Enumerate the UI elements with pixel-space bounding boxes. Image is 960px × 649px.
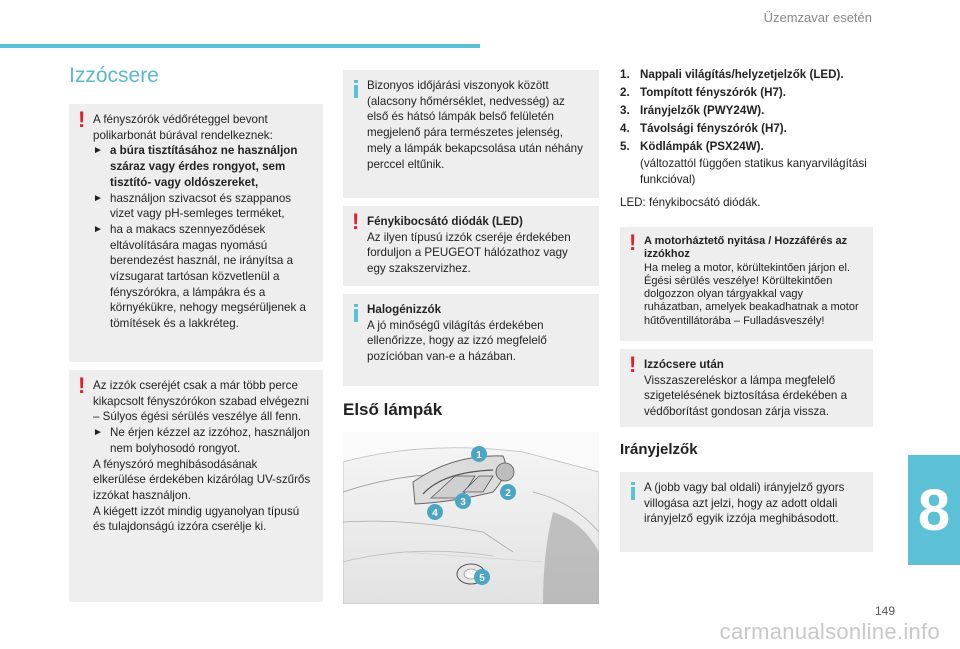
callout-5 — [474, 569, 490, 585]
callout-1 — [471, 446, 487, 462]
svg-text:4: 4 — [432, 508, 438, 519]
info-box-condensation — [343, 70, 599, 198]
list-item: 1. Nappali világítás/helyzetjelzők (LED). — [620, 68, 844, 81]
list-item: 5. Ködlámpák (PSX24W). — [620, 140, 764, 153]
warning-box-bonnet — [620, 227, 873, 341]
watermark: carmanualsonline.info — [719, 619, 940, 644]
bullet-item: ► ha a makacs szennyeződések eltávolítására magas nyomású berendezést használ, ne irányítsa a vízsugarat tartósan közvetlenül a fényszórókra, a lámpákra és a környékükre, nehogy megsérüljenek a tömítések és a lakkréteg. — [93, 222, 306, 331]
info-icon — [631, 482, 639, 499]
svg-text:1: 1 — [476, 450, 482, 461]
arrow-bullet-icon: ► — [93, 427, 103, 439]
callout-3 — [455, 493, 471, 509]
warning-box-led — [343, 206, 599, 286]
warning-box-bulb-handling — [69, 370, 323, 602]
svg-text:2: 2 — [505, 488, 511, 499]
info-box-halogen — [343, 294, 599, 386]
callout-4 — [427, 504, 443, 520]
bullet-item: ► használjon szivacsot és szappanos vizet vagy pH-semleges terméket, — [93, 191, 292, 221]
warning-icon: ! — [78, 373, 86, 398]
list-item: 2. Tompított fényszórók (H7). — [620, 86, 786, 99]
section-title-bulb-replacement: Izzócsere — [69, 64, 159, 87]
led-legend: LED: fénykibocsátó diódák. — [620, 196, 761, 209]
same-type-note: A kiégett izzót mindig ugyanolyan típusú és tulajdonságú izzóra cserélje ki. — [93, 504, 300, 534]
lamp-list — [620, 66, 880, 187]
section-title-turn-signals: Irányjelzők — [620, 441, 698, 458]
condensation-text: Bizonyos időjárási viszonyok között (alacsony hőmérséklet, nedvesség) az első és hátsó lámpák belső felületén megjelenő pára természetes jelenség, mely a lámpák bekapcsolása után néhány perccel eltűnik. — [367, 79, 583, 171]
chapter-tab: 8 — [908, 455, 960, 565]
svg-text:3: 3 — [460, 497, 466, 508]
info-icon — [354, 304, 362, 321]
arrow-bullet-icon: ► — [93, 223, 103, 235]
info-box-turn-signal — [620, 472, 873, 552]
arrow-bullet-icon: ► — [93, 145, 103, 157]
after-title: Izzócsere után — [644, 358, 724, 371]
warning-box-lens-care — [69, 104, 323, 362]
after-text: Visszaszereléskor a lámpa megfelelő szigetelésének biztosítása érdekében a védőborítást gondosan zárja vissza. — [644, 373, 848, 419]
lens-intro: A fényszórók védőréteggel bevont polikarbonát búrával rendelkeznek: — [93, 113, 273, 142]
svg-text:5: 5 — [479, 573, 485, 584]
front-lamps-illustration — [343, 432, 599, 604]
turn-signal-text: A (jobb vagy bal oldali) irányjelző gyors villogása azt jelzi, hogy az adott oldali irányjelző egyik izzója meghibásodott. — [644, 481, 845, 526]
halogen-text: A jó minőségű világítás érdekében ellenőrizze, hogy az izzó megfelelő pozícióban van-e a házában. — [367, 318, 547, 364]
chapter-title: Üzemzavar esetén — [763, 10, 872, 25]
bonnet-title: A motorháztető nyitása / Hozzáférés az izzókhoz — [644, 235, 848, 261]
section-title-front-lamps: Első lámpák — [343, 400, 443, 419]
arrow-bullet-icon: ► — [93, 192, 103, 204]
fog-lamp-subnote: (változattól függően statikus kanyarvilágítási funkcióval) — [640, 157, 867, 186]
warning-icon: ! — [78, 107, 86, 132]
warning-icon: ! — [352, 209, 360, 234]
bulb-off-warning: Az izzók cseréjét csak a már több perce kikapcsolt fényszórókon szabad elvégezni – Súlyos égési sérülés veszélye áll fenn. — [93, 379, 309, 424]
bullet-item: ► a búra tisztításához ne használjon száraz vagy érdes rongyot, sem tisztító- vagy oldószereket, — [93, 144, 298, 189]
callout-2 — [500, 484, 516, 500]
info-icon — [354, 80, 362, 97]
list-item: 4. Távolsági fényszórók (H7). — [620, 122, 787, 135]
list-item: 3. Irányjelzők (PWY24W). — [620, 104, 765, 117]
led-title: Fénykibocsátó diódák (LED) — [367, 215, 523, 228]
bullet-item: ► Ne érjen kézzel az izzóhoz, használjon nem bolyhosodó rongyot. — [93, 426, 310, 455]
warning-icon: ! — [629, 230, 637, 255]
led-text: Az ilyen típusú izzók cseréje érdekében forduljon a PEUGEOT hálózathoz vagy egy szakszervizhez. — [367, 230, 571, 276]
warning-icon: ! — [629, 352, 637, 377]
warning-box-after-replacement — [620, 349, 873, 427]
bonnet-text: Ha meleg a motor, körültekintően járjon el. Égési sérülés veszélye! Körültekintően dolgozzon olyan tárgyakkal vagy ruházatban, amelyek beakadhatnak a motor hűtőventillátorába – Fulladásveszély! — [644, 261, 859, 327]
halogen-title: Halogénizzók — [367, 303, 442, 316]
page-number: 149 — [874, 604, 895, 618]
header-accent-bar — [0, 44, 480, 48]
uv-filter-note: A fényszóró meghibásodásának elkerülése érdekében kizárólag UV-szűrős izzókat használjon. — [93, 457, 311, 502]
